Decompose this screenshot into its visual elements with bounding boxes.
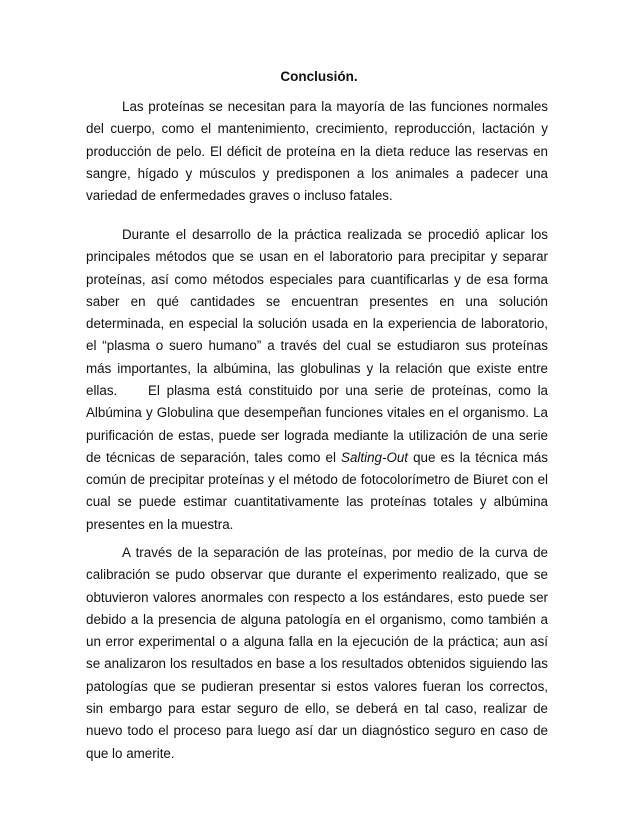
paragraph-calibration-results: A través de la separación de las proteínas, por medio de la curva de calibración se pudo observar que durante el experimento realizado, que se obtuvieron valores anormales con respecto a los estándares, esto puede ser debido a la presencia de alguna patología en el organismo, como también a un error experimental o a alguna falla en la ejecución de la práctica; aun así se analizaron los resultados en base a los resultados obtenidos siguiendo las patologías que se pudieran presentar si estos valores fueran los correctos, sin embargo para estar seguro de ello, se deberá en tal caso, realizar de nuevo todo el proceso para luego así dar un diagnóstico seguro en caso de que lo amerite. [86,545,548,761]
paragraph-plasma-composition [86,380,548,536]
paragraph-plasma-text-after: que es la técnica más común de precipitar proteínas y el método de fotocolorímetro de Biuret con el cual se puede estimar cuantitativamente las proteínas totales y albúmina presentes en la muestra. [86,449,548,532]
paragraph-protein-functions: Las proteínas se necesitan para la mayoría de las funciones normales del cuerpo, como el mantenimiento, crecimiento, reproducción, lactación y producción de pelo. El déficit de proteína en la dieta reduce las reservas en sangre, hígado y músculos y predisponen a los animales a padecer una variedad de enfermedades graves o incluso fatales. [86,99,548,204]
paragraph-practice-development: Durante el desarrollo de la práctica realizada se procedió aplicar los principales métodos que se usan en el laboratorio para precipitar y separar proteínas, así como métodos especiales para cuantificarlas y de esa forma saber en qué cantidades se encuentran presentes en una solución determinada, en especial la solución usada en la experiencia de laboratorio, el “plasma o suero humano” a través del cual se estudiaron sus proteínas más importantes, la albúmina, las globulinas y la relación que existe entre ellas. [86,227,548,399]
section-title: Conclusión. [280,69,358,84]
salting-out-term: Salting-Out [341,449,409,465]
paragraph-plasma-text-before: El plasma está constituido por una serie de proteínas, como la Albúmina y Globulina que desempeñan funciones vitales en el organismo. La purificación de estas, puede ser lograda mediante la utilización de una serie de técnicas de separación, tales como el [86,383,548,465]
